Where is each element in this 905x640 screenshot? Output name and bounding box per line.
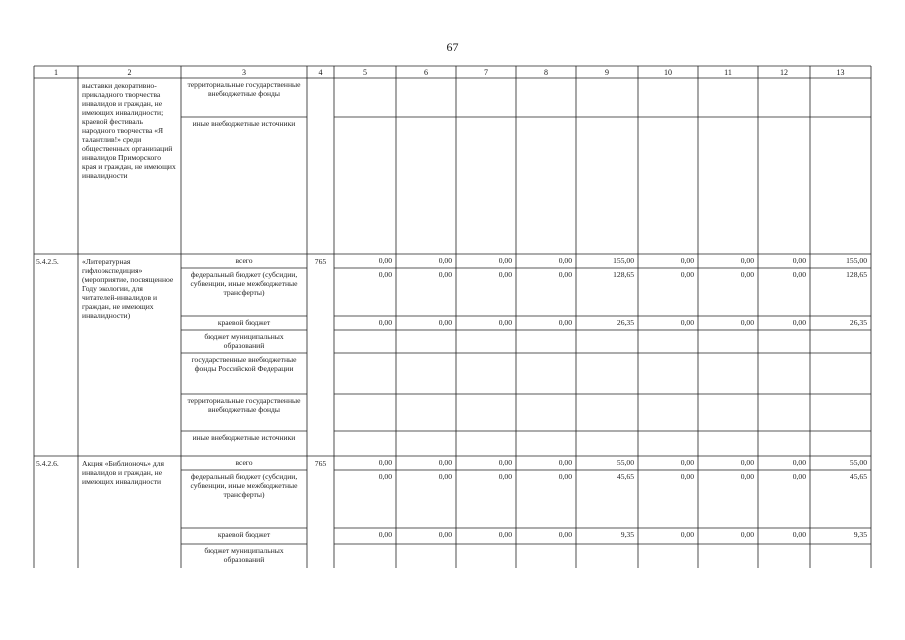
- amount-cell: 0,00: [498, 472, 512, 481]
- amount-cell: 26,35: [849, 318, 867, 327]
- amount-cell: 128,65: [846, 270, 867, 279]
- amount-cell: 0,00: [558, 458, 572, 467]
- column-header: 5: [363, 68, 367, 77]
- column-header: 13: [836, 68, 845, 77]
- amount-cell: 0,00: [680, 472, 694, 481]
- amount-cell: 0,00: [792, 530, 806, 539]
- source-label: краевой бюджет: [217, 318, 271, 327]
- column-header: 4: [318, 68, 323, 77]
- column-header: 8: [544, 68, 548, 77]
- activity-name: выставки декоративно-прикладного творчества инвалидов и граждан, не имеющих инвалидности; краевой фестиваль народного творчества «Я талантлив!» среди общественных организаций инвалидов Приморского края и граждан, не имеющих инвалидности: [82, 81, 176, 180]
- amount-cell: 0,00: [680, 318, 694, 327]
- amount-cell: 0,00: [558, 256, 572, 265]
- amount-cell: 0,00: [378, 270, 392, 279]
- column-header: 1: [54, 68, 58, 77]
- activity-code: 5.4.2.6.: [36, 459, 59, 468]
- amount-cell: 0,00: [680, 256, 694, 265]
- source-label: всего: [235, 256, 253, 265]
- amount-cell: 0,00: [740, 530, 754, 539]
- column-header: 11: [724, 68, 732, 77]
- amount-cell: 0,00: [558, 318, 572, 327]
- amount-cell: 0,00: [498, 530, 512, 539]
- activity-name: Акция «Библионочь» для инвалидов и граждан, не имеющих инвалидности: [82, 459, 165, 486]
- amount-cell: 0,00: [740, 458, 754, 467]
- amount-cell: 0,00: [438, 256, 452, 265]
- source-label: всего: [235, 458, 253, 467]
- amount-cell: 128,65: [613, 270, 634, 279]
- amount-cell: 0,00: [680, 530, 694, 539]
- amount-cell: 0,00: [740, 270, 754, 279]
- source-label: территориальные государственные внебюджетные фонды: [187, 396, 301, 414]
- amount-cell: 45,65: [616, 472, 634, 481]
- amount-cell: 0,00: [438, 270, 452, 279]
- column-header: 6: [424, 68, 428, 77]
- amount-cell: 155,00: [613, 256, 634, 265]
- amount-cell: 0,00: [680, 270, 694, 279]
- amount-cell: 0,00: [378, 458, 392, 467]
- amount-cell: 0,00: [792, 458, 806, 467]
- amount-cell: 0,00: [378, 256, 392, 265]
- column-header: 3: [242, 68, 246, 77]
- amount-cell: 0,00: [740, 472, 754, 481]
- amount-cell: 0,00: [378, 472, 392, 481]
- source-label: федеральный бюджет (субсидии, субвенции, иные межбюджетные трансферты): [190, 472, 298, 499]
- amount-cell: 0,00: [378, 530, 392, 539]
- amount-cell: 0,00: [792, 472, 806, 481]
- amount-cell: 0,00: [498, 256, 512, 265]
- amount-cell: 0,00: [438, 472, 452, 481]
- activity-name: «Литературная гифлоэкспедиция» (мероприятие, посвященное Году экологии, для читателей-инвалидов и граждан, не имеющих инвалидности): [82, 257, 174, 320]
- column-header: 10: [664, 68, 672, 77]
- amount-cell: 0,00: [680, 458, 694, 467]
- amount-cell: 0,00: [740, 318, 754, 327]
- source-label: территориальные государственные внебюджетные фонды: [187, 80, 301, 98]
- amount-cell: 0,00: [498, 458, 512, 467]
- amount-cell: 0,00: [498, 318, 512, 327]
- amount-cell: 9,35: [620, 530, 634, 539]
- amount-cell: 0,00: [792, 318, 806, 327]
- grbs-code: 765: [314, 459, 327, 468]
- amount-cell: 55,00: [849, 458, 867, 467]
- source-label: бюджет муниципальных образований: [204, 546, 284, 564]
- amount-cell: 0,00: [792, 270, 806, 279]
- activity-code: 5.4.2.5.: [36, 257, 59, 266]
- amount-cell: 0,00: [438, 530, 452, 539]
- amount-cell: 45,65: [849, 472, 867, 481]
- amount-cell: 0,00: [438, 318, 452, 327]
- amount-cell: 0,00: [498, 270, 512, 279]
- column-header: 12: [780, 68, 788, 77]
- column-header: 7: [484, 68, 488, 77]
- amount-cell: 0,00: [558, 270, 572, 279]
- source-label: иные внебюджетные источники: [192, 433, 296, 442]
- amount-cell: 0,00: [438, 458, 452, 467]
- page-number: 67: [446, 40, 459, 54]
- source-label: краевой бюджет: [217, 530, 271, 539]
- amount-cell: 155,00: [846, 256, 867, 265]
- amount-cell: 26,35: [616, 318, 634, 327]
- amount-cell: 55,00: [616, 458, 634, 467]
- source-label: государственные внебюджетные фонды Российской Федерации: [191, 355, 297, 373]
- amount-cell: 0,00: [792, 256, 806, 265]
- amount-cell: 0,00: [558, 530, 572, 539]
- grbs-code: 765: [314, 257, 327, 266]
- amount-cell: 0,00: [740, 256, 754, 265]
- amount-cell: 0,00: [558, 472, 572, 481]
- amount-cell: 9,35: [853, 530, 867, 539]
- source-label: иные внебюджетные источники: [192, 119, 296, 128]
- column-header: 9: [605, 68, 609, 77]
- source-label: бюджет муниципальных образований: [204, 332, 284, 350]
- amount-cell: 0,00: [378, 318, 392, 327]
- column-header: 2: [127, 68, 132, 77]
- source-label: федеральный бюджет (субсидии, субвенции, иные межбюджетные трансферты): [190, 270, 298, 297]
